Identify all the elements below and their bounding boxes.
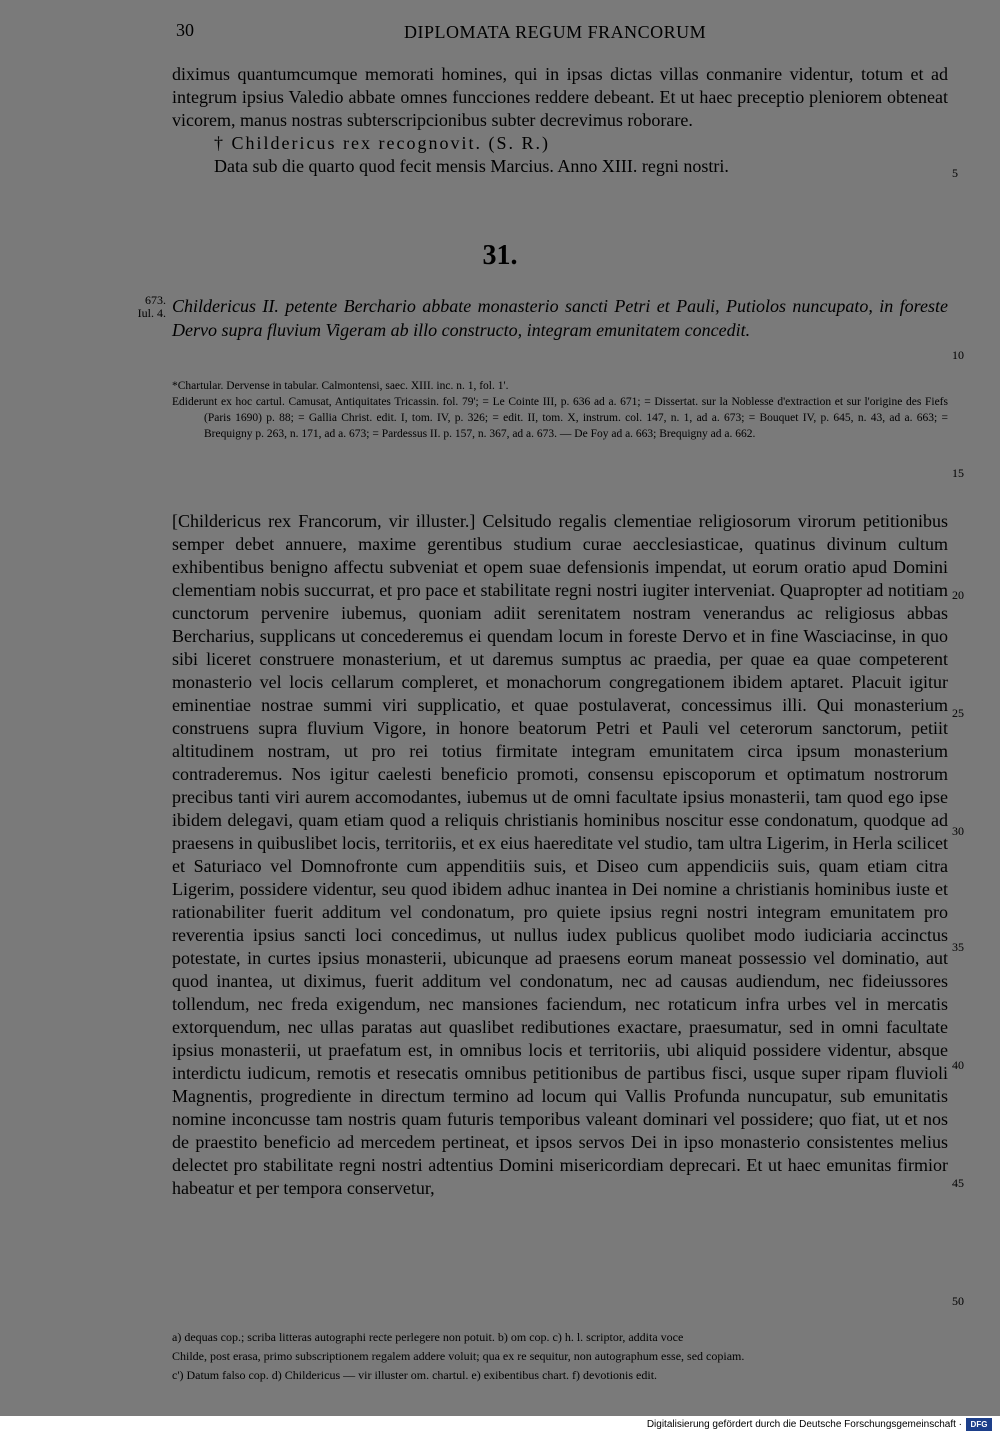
line-number: 5	[952, 166, 958, 180]
source-apparatus	[172, 378, 948, 442]
running-title: DIPLOMATA REGUM FRANCORUM	[404, 22, 707, 42]
digitization-footer	[0, 1416, 1000, 1434]
line-number: 35	[952, 940, 964, 954]
regest-summary: Childericus II. petente Berchario abbate monasterio sancti Petri et Pauli, Putiolos nuncupato, in foreste Dervo supra fluvium Vigeram ab illo constructo, integram emunitatem concedit.	[172, 296, 948, 340]
charter-text: [Childericus rex Francorum, vir illuster.] Celsitudo regalis clementiae religiosorum virorum petitionibus semper debet annuere, maxime gerentibus studium curae aecclesiasticae, quatinus divinum cultum exhibentibus benigno affectu subveniat et opem suae defensionis impendat, ut eorum oratio apud Domini clementiam nobis succurrat, et pro pace et stabilitate regni nostri iugiter interveniat. Quapropter ad notitiam cunctorum pervenire iubemus, quoniam adiit serenitatem nostram venerandus ac religiosus abbas Bercharius, supplicans ut concederemus ei quendam locum in foreste Dervo et in fine Wasciacinse, in quo sibi liceret construere monasterium, et ut daremus sumptus ac praedia, per quae ea quae competerent monasterio vel locis cellarum compleret, et monachorum congregationem ibidem aptaret. Placuit igitur eminentiae nostrae summi viri supplicatio, et quae postulaverat, concessimus illi. Qui monasterium construens supra fluvium Vigore, in honore beatorum Petri et Pauli vel ceterorum sanctorum, petiit altitudinem nostram, ut pro rei totius firmitate integram emunitatem circa ipsum monasterium contraderemus. Nos igitur caelesti beneficio promoti, consensu episcoporum et optimatum nostrorum precibus tanti viri aurem accomodantes, iubemus ut de omni facultate ipsius monasterii, tam quod ego ipse ibidem delegavi, quam etiam quod a reliquis christianis hominibus noscitur esse condonatum, quodque ad praesens in quibuslibet locis, territoriis, et ex eius haereditate vel studio, tam ultra Ligerim, in Herla scilicet et Saturiaco vel Domnofronte cum appenditiis suis, et Diseo cum appendiciis suis, quam etiam citra Ligerim, possidere videntur, seu quod ibidem adhuc inantea in Dei nomine a christianis hominibus iuste et rationabiliter fuerit additum vel condonatum, pro quiete ipsius regni nostri integram emunitatem pro reverentia ipsius sancti loci concedimus, ut nullus iudex publicus quolibet modo iudiciaria accinctus potestate, in curtes ipsius monasterii, ubicunque ad praesens eorum maneat possessio vel dominatio, aut quod inantea, ut diximus, fuerit additum vel condonatum, nec ad causas audiendum, nec fideiussores tollendum, nec freda exigendum, nec mansiones faciendum, nec rotaticum infra urbes vel in mercatis extorquendum, nec ullas paratas aut quaslibet redibutiones exactare, praesumatur, sed in omni facultate ipsius monasterii, ut praefatum est, in omnibus locis et territoriis, ubi aliquid possidere videntur, absque interdictu iudicum, remotis et resecatis omnibus petitionibus de partibus fisci, usque super ripam fluvioli Magnentis, progrediente in directum termino ad locum qui Vallis Profunda nuncupatur, sub emunitatis nomine inconcusse tam nostris quam futuris temporibus valeant dominari vel possidere; quo fiat, ut et nos de praestito beneficio ad mercedem pertineat, et ipsos servos Dei in ipso monasterio consistentes melius delectet pro stabilitate regni nostri adtentius Domini misericordiam deprecari. Et ut haec emunitas firmior habeatur et per tempora conservetur,	[172, 511, 948, 1198]
footnote-line: c') Datum falso cop. d) Childericus — vir illuster om. chartul. e) exibentibus chart. f) devotionis edit.	[172, 1368, 658, 1382]
line-number: 40	[952, 1058, 964, 1072]
royal-signature: † Childericus rex recognovit. (S. R.)	[214, 133, 550, 153]
line-number: 30	[952, 824, 964, 838]
manuscript-source: *Chartular. Dervense in tabular. Calmontensi, saec. XIII. inc. n. 1, fol. 1'.	[172, 380, 509, 392]
previous-text: diximus quantumcumque memorati homines, qui in ipsas dictas villas conmanire videntur, totum et ad integrum ipsius Valedio abbate omnes funcciones reddere debeant. Et ut haec preceptio pleniorem obteneat vicorem, manus nostras subterscripcionibus subter decrevimus roborare.	[172, 64, 948, 130]
line-number: 45	[952, 1176, 964, 1190]
margin-date	[130, 294, 166, 320]
page-number: 30	[176, 20, 194, 40]
footnote-line: Childe, post erasa, primo subscriptionem regalem addere voluit; qua ex re sequitur, non autographum esse, sed copiam.	[172, 1349, 745, 1363]
date-day: Iul. 4.	[137, 306, 166, 320]
dfg-logo-icon: DFG	[966, 1418, 992, 1431]
line-number: 20	[952, 588, 964, 602]
line-number: 15	[952, 466, 964, 480]
line-number: 10	[952, 348, 964, 362]
page-header	[0, 20, 1000, 46]
dating-clause: Data sub die quarto quod fecit mensis Marcius. Anno XIII. regni nostri.	[214, 156, 729, 176]
line-number: 50	[952, 1294, 964, 1308]
previous-document-ending	[172, 63, 948, 178]
editions-list: Ediderunt ex hoc cartul. Camusat, Antiquitates Tricassin. fol. 79'; = Le Cointe III, p. 636 ad a. 671; = Dissertat. sur la Noblesse d'extraction et sur l'origine des Fiefs (Paris 1690) p. 88; = Gallia Christ. edit. I, tom. IV, p. 326; = edit. II, tom. X, instrum. col. 147, n. 1, ad a. 673; = Bouquet IV, p. 645, n. 43, ad a. 663; = Brequigny p. 263, n. 171, ad a. 673; = Pardessus II. p. 157, n. 367, ad a. 673. — De Foy ad a. 663; Brequigny ad a. 662.	[172, 396, 948, 440]
line-number: 25	[952, 706, 964, 720]
footnotes	[172, 1328, 948, 1385]
digitization-credit: Digitalisierung gefördert durch die Deutsche Forschungsgemeinschaft ·	[646, 1419, 962, 1430]
date-year: 673.	[145, 293, 166, 307]
footnote-line: a) dequas cop.; scriba litteras autographi recte perlegere non potuit. b) om cop. c) h. l. scriptor, addita voce	[172, 1330, 684, 1344]
document-number: 31.	[482, 240, 518, 271]
